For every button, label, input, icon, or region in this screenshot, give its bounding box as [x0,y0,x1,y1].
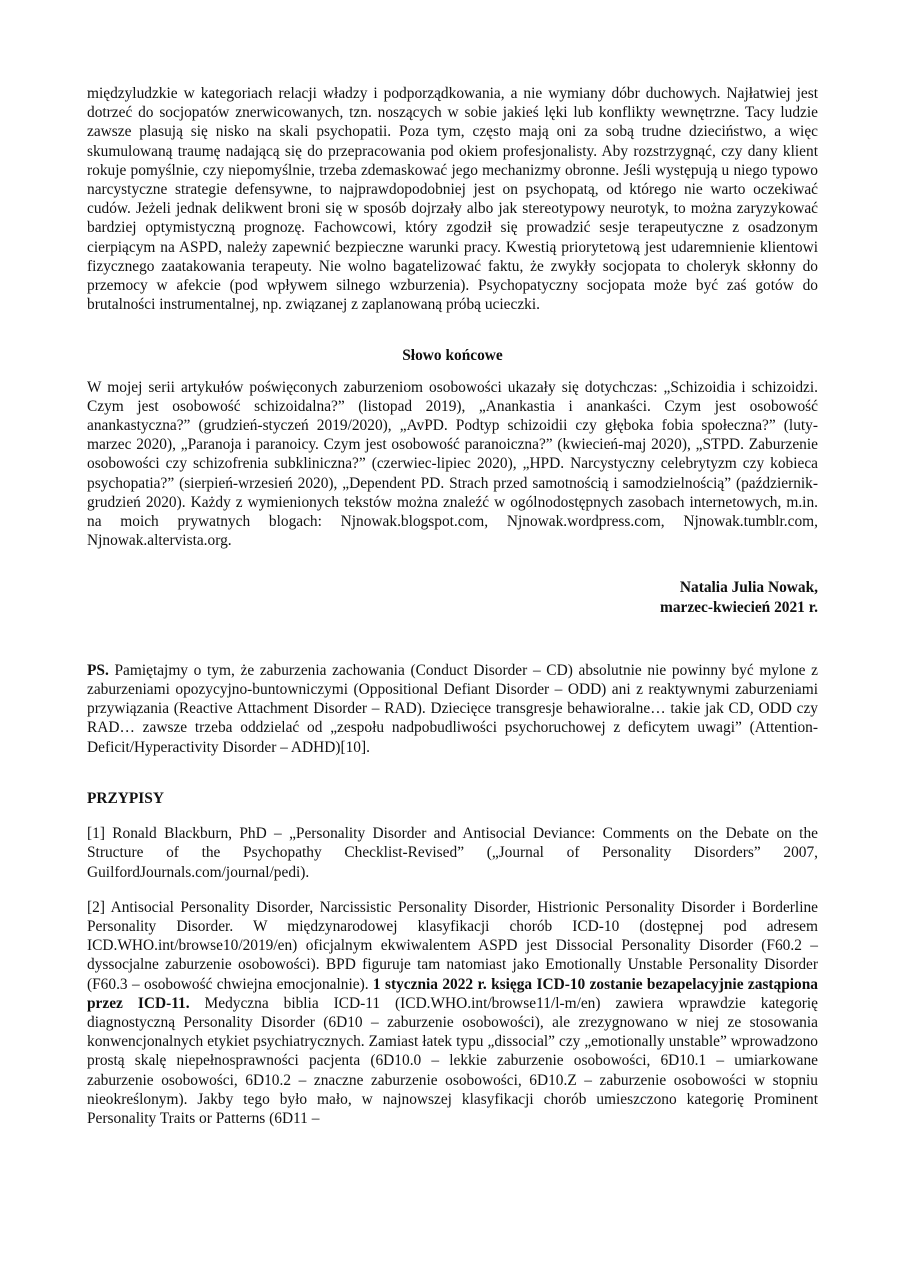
document-page [87,84,818,1144]
intro-paragraph: międzyludzkie w kategoriach relacji władzy i podporządkowania, a nie wymiany dóbr duchowych. Najłatwiej jest dotrzeć do socjopatów znerwicowanych, tzn. noszących w sobie jakieś lęki lub konflikty wewnętrzne. Tacy ludzie zawsze plasują się nisko na skali psychopatii. Poza tym, często mają oni za sobą trudne dzieciństwo, a więc skumulowaną traumę nadającą się do przepracowania pod okiem profesjonalisty. Aby rozstrzygnąć, czy dany klient rokuje pomyślnie, czy niepomyślnie, trzeba zdemaskować jego mechanizmy obronne. Jeśli występują u niego typowo narcystyczne strategie defensywne, to najprawdopodobniej jest on psychopatą, od którego nie warto oczekiwać cudów. Jeżeli jednak delikwent broni się w sposób dojrzały albo jak stereotypowy neurotyk, to można zaryzykować bardziej optymistyczną prognozę. Fachowcowi, który zgodził się prowadzić sesje terapeutyczne z osadzonym cierpiącym na ASPD, należy zapewnić bezpieczne warunki pracy. Kwestią priorytetową jest udaremnienie klientowi fizycznego zaatakowania terapeuty. Nie wolno bagatelizować faktu, że zwykły socjopata to choleryk skłonny do przemocy w afekcie (pod wpływem silnego wzburzenia). Psychopatyczny socjopata może być zaś gotów do brutalności instrumentalnej, np. związanej z zaplanowaną próbą ucieczki. [87,85,818,314]
author-date: marzec-kwiecień 2021 r. [660,598,818,616]
closing-section-title: Słowo końcowe [402,347,503,365]
postscript-label: PS. [87,661,109,679]
footnote-2-bold-statement: 1 stycznia 2022 r. księga ICD-10 zostanie bezapelacyjnie zastąpiona przez ICD-11. [87,975,818,1012]
footnote-2 [87,898,818,1128]
author-signature [87,578,818,616]
postscript-text: Pamiętajmy o tym, że zaburzenia zachowania (Conduct Disorder – CD) absolutnie nie powinny być mylone z zaburzeniami opozycyjno-buntowniczymi (Oppositional Defiant Disorder – ODD) ani z reaktywnymi zaburzeniami przywiązania (Reactive Attachment Disorder – RAD). Dziecięce transgresje behawioralne… takie jak CD, ODD czy RAD… zawsze trzeba oddzielać od „zespołu nadpobudliwości psychoruchowej z deficytem uwagi” (Attention-Deficit/Hyperactivity Disorder – ADHD)[10]. [87,661,818,756]
footnotes-title: PRZYPISY [87,789,164,807]
footnote-2-text-start: [2] Antisocial Personality Disorder, Narcissistic Personality Disorder, Histrionic Personality Disorder i Borderline Personality Disorder. W międzynarodowej klasyfikacji chorób ICD-10 (dostępnej pod adresem ICD.WHO.int/browse10/2019/en) oficjalnym ekwiwalentem ASPD jest Dissocial Personality Disorder (F60.2 – dyssocjalne zaburzenie osobowości). BPD figuruje tam natomiast jako Emotionally Unstable Personality Disorder (F60.3 – osobowość chwiejna emocjonalnie). [87,898,818,993]
footnote-2-text-end: Medyczna biblia ICD-11 (ICD.WHO.int/browse11/l-m/en) zawiera wprawdzie kategorię diagnostyczną Personality Disorder (6D10 – zaburzenie osobowości), ale zrezygnowano w niej ze stosowania konwencjonalnych etykiet psychiatrycznych. Zamiast łatek typu „dissocial” czy „emotionally unstable” wprowadzono prostą skalę niepełnosprawności pacjenta (6D10.0 – lekkie zaburzenie osobowości, 6D10.1 – umiarkowane zaburzenie osobowości, 6D10.2 – znaczne zaburzenie osobowości, 6D10.Z – zaburzenie osobowości w stopniu nieokreślonym). Jakby tego było mało, w najnowszej klasyfikacji chorób umieszczono kategorię Prominent Personality Traits or Patterns (6D11 – [87,994,819,1127]
footnote-1: [1] Ronald Blackburn, PhD – „Personality Disorder and Antisocial Deviance: Comments on the Debate on the Structure of the Psychopathy Checklist-Revised” („Journal of Personality Disorders” 2007, GuilfordJournals.com/journal/pedi). [87,825,818,881]
closing-paragraph: W mojej serii artykułów poświęconych zaburzeniom osobowości ukazały się dotychczas: „Schizoidia i schizoidzi. Czym jest osobowość schizoidalna?” (listopad 2019), „Anankastia i anankaści. Czym jest osobowość anankastyczna?” (grudzień-styczeń 2019/2020), „AvPD. Podtyp schizoidii czy głęboka fobia społeczna?” (luty-marzec 2020), „Paranoja i paranoicy. Czym jest osobowość paranoiczna?” (kwiecień-maj 2020), „STPD. Zaburzenie osobowości czy schizofrenia subkliniczna?” (czerwiec-lipiec 2020), „HPD. Narcystyczny celebrytyzm czy kobieca psychopatia?” (sierpień-wrzesień 2020), „Dependent PD. Strach przed samotnością i samodzielnością” (październik-grudzień 2020). Każdy z wymienionych tekstów można znaleźć w ogólnodostępnych zasobach internetowych, m.in. na moich prywatnych blogach: Njnowak.blogspot.com, Njnowak.wordpress.com, Njnowak.tumblr.com, Njnowak.altervista.org. [87,378,818,550]
author-name: Natalia Julia Nowak, [679,579,818,597]
postscript-paragraph [87,661,818,757]
